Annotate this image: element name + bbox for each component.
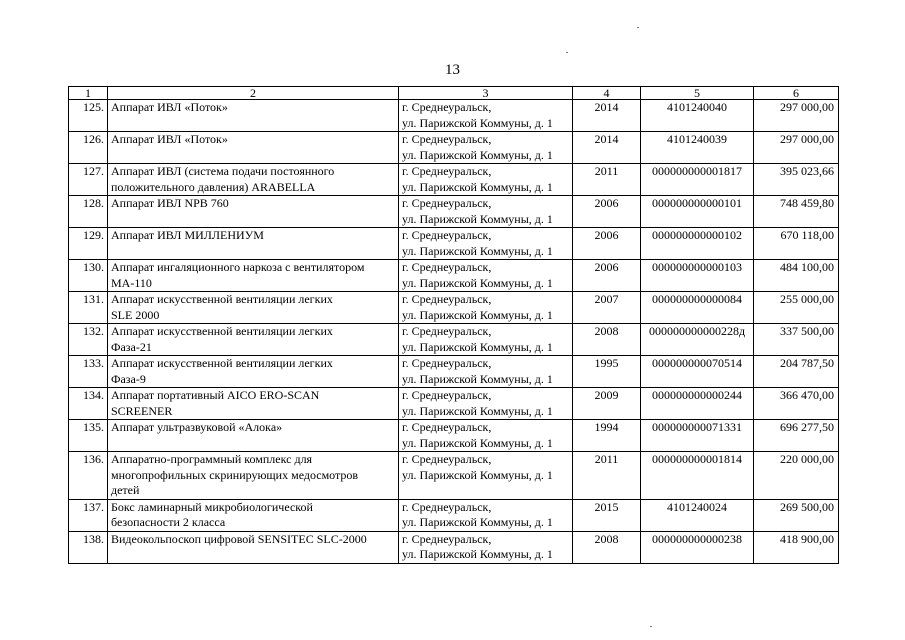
inventory-number-cell: 000000000000102 [641,228,754,260]
inventory-number-cell: 4101240040 [641,100,754,132]
year-cell: 2006 [573,228,641,260]
year-cell: 2011 [573,164,641,196]
cost-cell: 204 787,50 [754,356,839,388]
inventory-number-cell: 000000000001817 [641,164,754,196]
location-address-cell: г. Среднеуральск, ул. Парижской Коммуны, д. 1 [399,292,573,324]
inventory-number-cell: 000000000000103 [641,260,754,292]
row-number-cell: 129. [69,228,108,260]
year-cell: 2006 [573,260,641,292]
year-cell: 2014 [573,100,641,132]
cost-cell: 366 470,00 [754,388,839,420]
inventory-number-cell: 000000000000238 [641,531,754,563]
column-header: 5 [641,87,754,100]
year-cell: 2008 [573,531,641,563]
location-address-cell: г. Среднеуральск, ул. Парижской Коммуны, д. 1 [399,100,573,132]
cost-cell: 337 500,00 [754,324,839,356]
year-cell: 2011 [573,452,641,500]
year-cell: 2008 [573,324,641,356]
column-header: 2 [108,87,399,100]
location-address-cell: г. Среднеуральск, ул. Парижской Коммуны, д. 1 [399,260,573,292]
equipment-name-cell: Аппарат искусственной вентиляции легких Фаза-21 [108,324,399,356]
location-address-cell: г. Среднеуральск, ул. Парижской Коммуны, д. 1 [399,388,573,420]
cost-cell: 484 100,00 [754,260,839,292]
table-row [69,228,839,260]
equipment-name-cell: Аппарат искусственной вентиляции легких SLE 2000 [108,292,399,324]
scan-speck [566,52,568,53]
equipment-name-cell: Аппарат портативный AICO ERO-SCAN SCREENER [108,388,399,420]
location-address-cell: г. Среднеуральск, ул. Парижской Коммуны, д. 1 [399,531,573,563]
row-number-cell: 125. [69,100,108,132]
column-header: 4 [573,87,641,100]
location-address-cell: г. Среднеуральск, ул. Парижской Коммуны, д. 1 [399,324,573,356]
year-cell: 2009 [573,388,641,420]
inventory-number-cell: 000000000000084 [641,292,754,324]
location-address-cell: г. Среднеуральск, ул. Парижской Коммуны, д. 1 [399,132,573,164]
row-number-cell: 132. [69,324,108,356]
equipment-name-cell: Аппарат ИВЛ «Поток» [108,132,399,164]
table-row [69,499,839,531]
table-body [69,100,839,564]
equipment-name-cell: Аппарат ИВЛ «Поток» [108,100,399,132]
equipment-name-cell: Аппарат ИВЛ МИЛЛЕНИУМ [108,228,399,260]
cost-cell: 696 277,50 [754,420,839,452]
equipment-name-cell: Бокс ламинарный микробиологической безопасности 2 класса [108,499,399,531]
column-header: 6 [754,87,839,100]
cost-cell: 670 118,00 [754,228,839,260]
row-number-cell: 126. [69,132,108,164]
inventory-number-cell: 000000000071331 [641,420,754,452]
equipment-name-cell: Видеокольпоскоп цифровой SENSITEC SLC-2000 [108,531,399,563]
row-number-cell: 128. [69,196,108,228]
row-number-cell: 138. [69,531,108,563]
table-row [69,132,839,164]
year-cell: 1994 [573,420,641,452]
row-number-cell: 131. [69,292,108,324]
column-header: 3 [399,87,573,100]
equipment-name-cell: Аппаратно-программный комплекс для многопрофильных скринирующих медосмотров детей [108,452,399,500]
table-row [69,452,839,500]
table-row [69,324,839,356]
inventory-number-cell: 000000000000101 [641,196,754,228]
table-row [69,388,839,420]
cost-cell: 255 000,00 [754,292,839,324]
table-row [69,531,839,563]
equipment-name-cell: Аппарат ИВЛ (система подачи постоянного положительного давления) ARABELLA [108,164,399,196]
inventory-number-cell: 000000000070514 [641,356,754,388]
header-row [69,87,839,100]
column-header: 1 [69,87,108,100]
location-address-cell: г. Среднеуральск, ул. Парижской Коммуны, д. 1 [399,228,573,260]
year-cell: 2007 [573,292,641,324]
cost-cell: 748 459,80 [754,196,839,228]
equipment-name-cell: Аппарат искусственной вентиляции легких Фаза-9 [108,356,399,388]
table-row [69,100,839,132]
page-number: 13 [445,62,460,78]
year-cell: 2014 [573,132,641,164]
inventory-number-cell: 000000000001814 [641,452,754,500]
location-address-cell: г. Среднеуральск, ул. Парижской Коммуны, д. 1 [399,356,573,388]
year-cell: 2006 [573,196,641,228]
location-address-cell: г. Среднеуральск, ул. Парижской Коммуны, д. 1 [399,452,573,500]
location-address-cell: г. Среднеуральск, ул. Парижской Коммуны, д. 1 [399,420,573,452]
row-number-cell: 135. [69,420,108,452]
location-address-cell: г. Среднеуральск, ул. Парижской Коммуны, д. 1 [399,499,573,531]
cost-cell: 418 900,00 [754,531,839,563]
row-number-cell: 137. [69,499,108,531]
inventory-number-cell: 4101240039 [641,132,754,164]
row-number-cell: 127. [69,164,108,196]
inventory-number-cell: 4101240024 [641,499,754,531]
table-row [69,196,839,228]
row-number-cell: 136. [69,452,108,500]
location-address-cell: г. Среднеуральск, ул. Парижской Коммуны, д. 1 [399,164,573,196]
cost-cell: 297 000,00 [754,132,839,164]
table-row [69,420,839,452]
equipment-name-cell: Аппарат ультразвуковой «Алока» [108,420,399,452]
row-number-cell: 130. [69,260,108,292]
scan-speck [650,626,652,627]
table-row [69,260,839,292]
inventory-number-cell: 000000000000244 [641,388,754,420]
inventory-number-cell: 000000000000228д [641,324,754,356]
equipment-name-cell: Аппарат ИВЛ NPB 760 [108,196,399,228]
row-number-cell: 134. [69,388,108,420]
year-cell: 2015 [573,499,641,531]
table-row [69,292,839,324]
location-address-cell: г. Среднеуральск, ул. Парижской Коммуны, д. 1 [399,196,573,228]
table-row [69,164,839,196]
table-row [69,356,839,388]
year-cell: 1995 [573,356,641,388]
row-number-cell: 133. [69,356,108,388]
equipment-table [68,86,839,564]
cost-cell: 395 023,66 [754,164,839,196]
equipment-name-cell: Аппарат ингаляционного наркоза с вентилятором МА-110 [108,260,399,292]
cost-cell: 297 000,00 [754,100,839,132]
cost-cell: 220 000,00 [754,452,839,500]
cost-cell: 269 500,00 [754,499,839,531]
scan-speck [637,27,639,28]
